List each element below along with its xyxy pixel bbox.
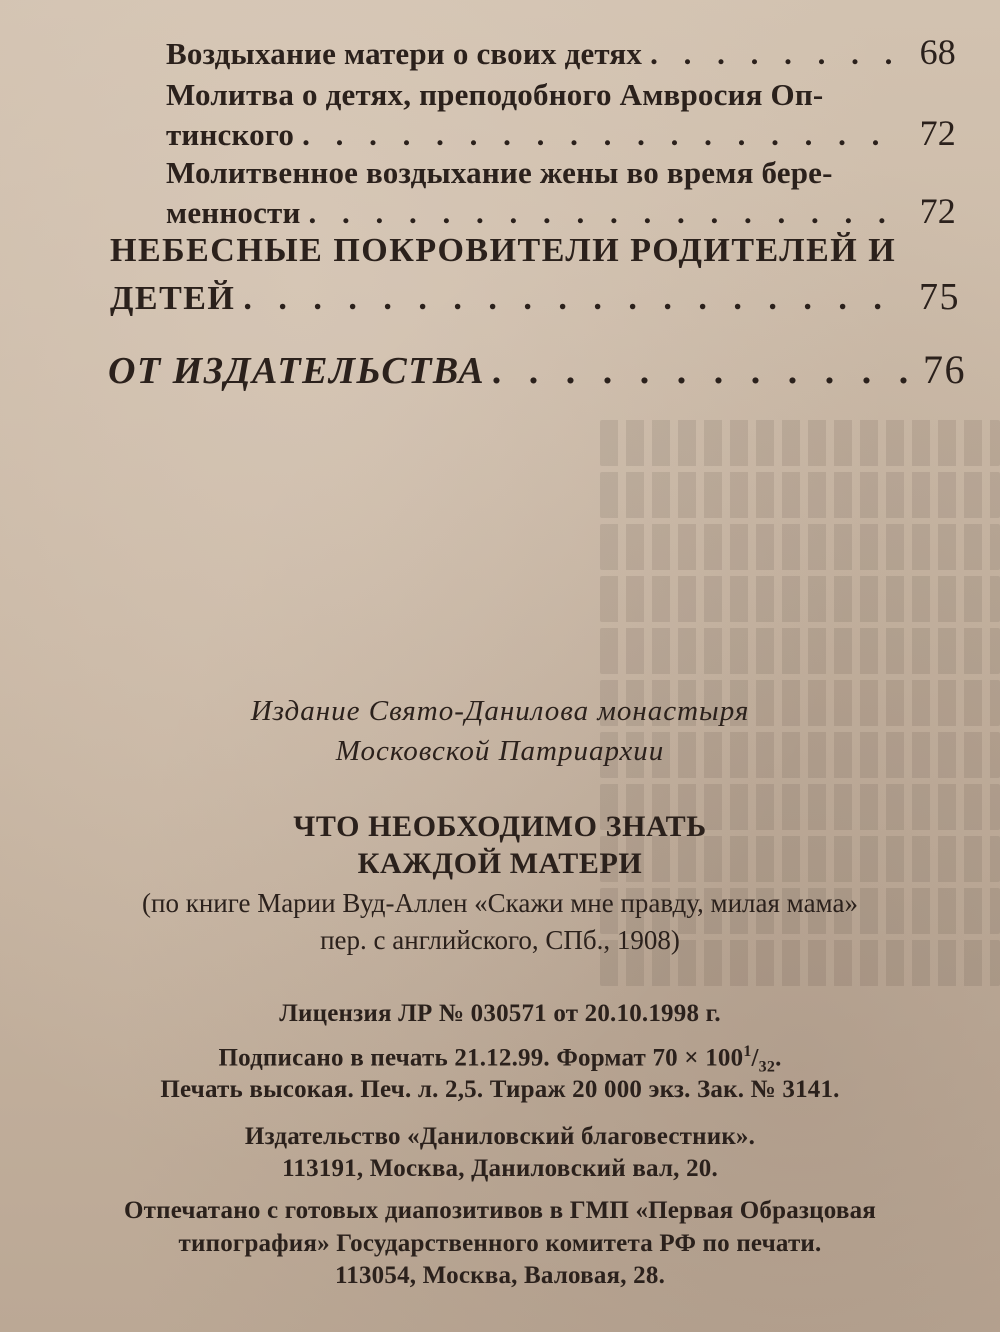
signed-text: Подписано в печать 21.12.99. Формат 70 × 100 <box>218 1044 744 1072</box>
toc-entry <box>166 33 956 73</box>
toc-entry-title: ОТ ИЗДАТЕЛЬСТВА <box>108 350 486 392</box>
toc-page-number: 76 <box>923 347 966 392</box>
toc-entry-title-line: НЕБЕСНЫЕ ПОКРОВИТЕЛИ РОДИТЕЛЕЙ И <box>110 232 897 269</box>
toc-entry-title-line: Молитвенное воздыхание жены во время бере- <box>166 155 833 190</box>
toc-entry-title-line: Молитва о детях, преподобного Амвросия Оп- <box>166 77 824 112</box>
printer-line: Отпечатано с готовых диапозитивов в ГМП «Первая Образцовая <box>123 1197 876 1224</box>
toc-section-heading <box>110 228 960 322</box>
publisher-name: Издательство «Даниловский благовестник». <box>244 1123 756 1150</box>
toc-entry-title: ДЕТЕЙ <box>110 280 236 317</box>
format-numerator: 1 <box>743 1043 752 1060</box>
printer-line: типография» Государственного комитета РФ по печати. <box>178 1230 822 1257</box>
signed-suffix: . <box>775 1044 782 1072</box>
toc-page-number: 68 <box>919 32 956 72</box>
book-title: ЧТО НЕОБХОДИМО ЗНАТЬ <box>293 810 707 843</box>
toc-entry-title: тинского <box>166 117 295 152</box>
publisher-address: 113191, Москва, Даниловский вал, 20. <box>282 1155 718 1182</box>
toc-entry <box>166 154 956 232</box>
toc-leader-dots <box>309 194 898 232</box>
source-note: пер. с английского, СПб., 1908) <box>320 925 680 955</box>
book-title: КАЖДОЙ МАТЕРИ <box>357 847 643 880</box>
publisher-line: Издание Свято-Данилова монастыря <box>250 695 750 727</box>
toc-leader-dots <box>243 276 902 322</box>
toc-leader-dots <box>493 347 908 395</box>
license-line: Лицензия ЛР № 030571 от 20.10.1998 г. <box>279 1000 721 1027</box>
toc-entry <box>166 76 956 154</box>
toc-leader-dots <box>650 35 898 73</box>
printer-address: 113054, Москва, Валовая, 28. <box>334 1262 666 1289</box>
toc-page-number: 72 <box>919 113 956 153</box>
toc-page-number: 72 <box>919 191 956 231</box>
toc-entry-title: Воздыхание матери о своих детях <box>166 36 643 71</box>
toc-leader-dots <box>302 116 898 154</box>
format-denominator: 32 <box>758 1058 776 1076</box>
signed-line: Подписано в печать 21.12.99. Формат $70 \times 100^1/_{32}$. <box>218 1043 782 1076</box>
toc-page-number: 75 <box>919 276 960 318</box>
toc-section-heading <box>108 346 966 395</box>
source-note: (по книге Марии Вуд-Аллен «Скажи мне правду, милая мама» <box>142 888 858 918</box>
print-info: Печать высокая. Печ. л. 2,5. Тираж 20 000 экз. Зак. № 3141. <box>160 1076 840 1103</box>
publisher-line: Московской Патриархии <box>335 735 665 767</box>
toc-entry-title: менности <box>166 195 301 230</box>
